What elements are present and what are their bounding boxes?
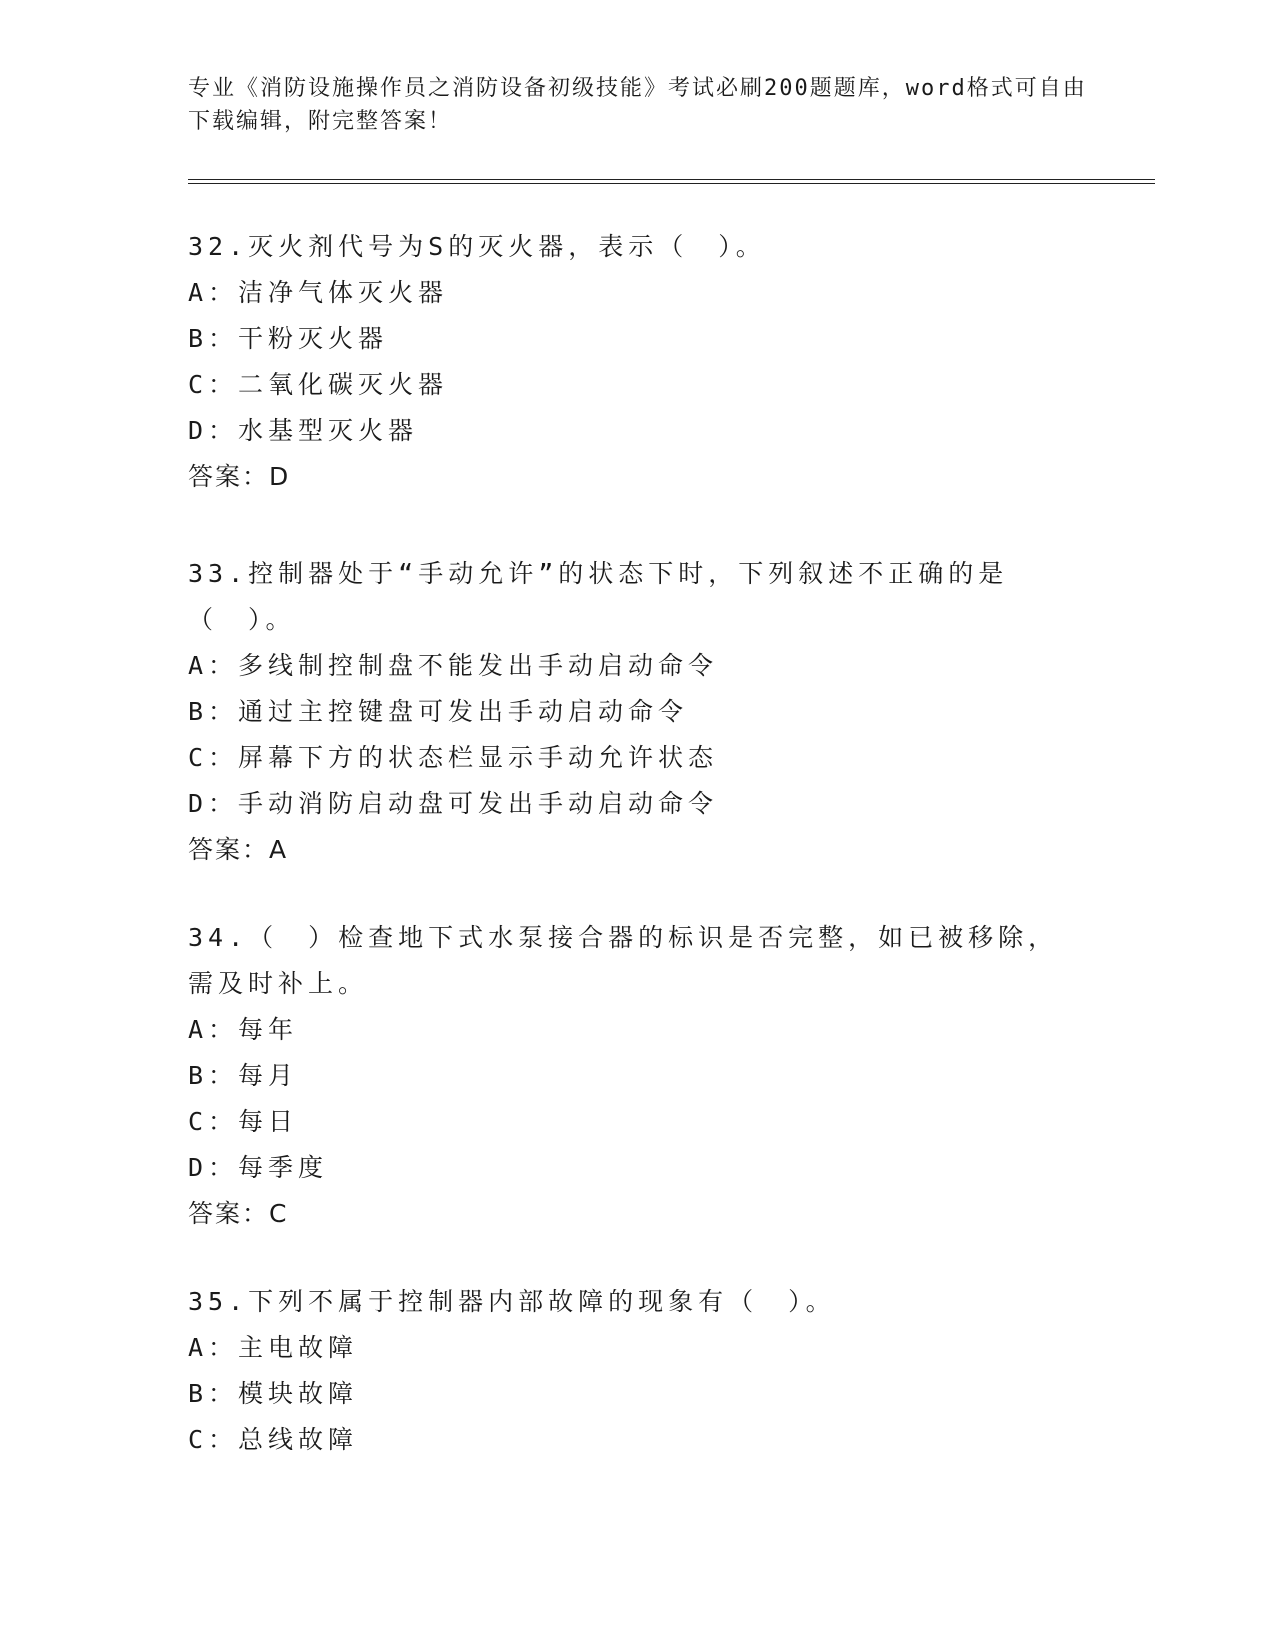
- answer-line: 答案：C: [188, 1199, 289, 1228]
- option-c: C：二氧化碳灭火器: [188, 370, 449, 399]
- option-c: C：屏幕下方的状态栏显示手动允许状态: [188, 743, 719, 772]
- option-b: B：通过主控键盘可发出手动启动命令: [188, 697, 689, 726]
- question-32: [188, 224, 1088, 500]
- option-d: D：每季度: [188, 1153, 329, 1182]
- header-divider: [188, 179, 1155, 184]
- question-stem: 34.（ ）检查地下式水泵接合器的标识是否完整，如已被移除，需及时补上。: [188, 923, 1059, 998]
- question-34: [188, 915, 1068, 1237]
- option-d: D：手动消防启动盘可发出手动启动命令: [188, 789, 719, 818]
- question-stem: 33.控制器处于“手动允许”的状态下时，下列叙述不正确的是（ ）。: [188, 559, 1009, 634]
- question-33: [188, 551, 1048, 873]
- option-c: C：每日: [188, 1107, 299, 1136]
- option-c: C：总线故障: [188, 1425, 359, 1454]
- option-a: A：每年: [188, 1015, 299, 1044]
- option-b: B：每月: [188, 1061, 299, 1090]
- option-b: B：干粉灭火器: [188, 324, 389, 353]
- option-a: A：多线制控制盘不能发出手动启动命令: [188, 651, 719, 680]
- question-stem: 35.下列不属于控制器内部故障的现象有（ ）。: [188, 1287, 836, 1316]
- question-35: [188, 1279, 1088, 1463]
- option-d: D：水基型灭火器: [188, 416, 419, 445]
- option-b: B：模块故障: [188, 1379, 359, 1408]
- answer-line: 答案：A: [188, 835, 289, 864]
- question-stem: 32.灭火剂代号为S的灭火器，表示（ ）。: [188, 232, 766, 261]
- option-a: A：主电故障: [188, 1333, 359, 1362]
- option-a: A：洁净气体灭火器: [188, 278, 449, 307]
- answer-line: 答案：D: [188, 462, 291, 491]
- document-header: 专业《消防设施操作员之消防设备初级技能》考试必刷200题题库，word格式可自由下载编辑，附完整答案！: [188, 76, 1087, 134]
